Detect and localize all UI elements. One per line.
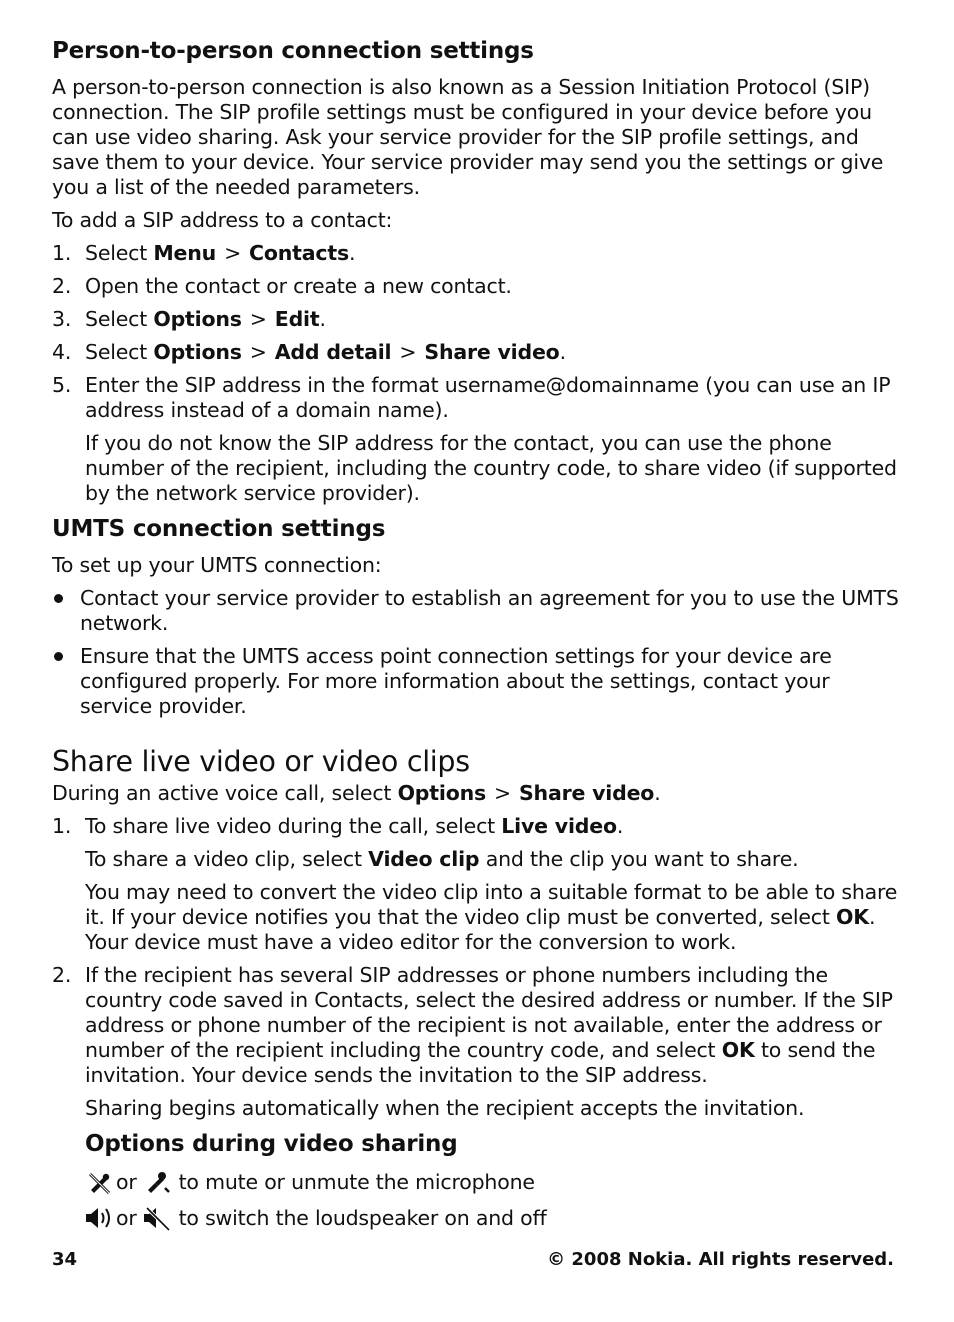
step-text bbox=[85, 880, 900, 955]
intro-text: During an active voice call, select bbox=[52, 781, 398, 805]
bullet-text: Ensure that the UMTS access point connection settings for your device are configured properly. For more information about the settings, contact your service provider. bbox=[80, 644, 832, 718]
step-text: Select bbox=[85, 307, 154, 331]
step-number: 2. bbox=[52, 274, 72, 298]
p2p-paragraph: A person-to-person connection is also known as a Session Initiation Protocol (SIP) connection. The SIP profile settings must be configured in your device before you can use video sharing. Ask your service provider for the SIP profile settings, and save them to your device. Your service provider may send you the settings or give you a list of the needed parameters. bbox=[52, 75, 884, 199]
menu-path-item: Options bbox=[153, 340, 242, 364]
path-separator: > bbox=[249, 340, 267, 364]
step-number: 3. bbox=[52, 307, 72, 331]
path-separator: > bbox=[399, 340, 417, 364]
page-footer bbox=[52, 1249, 894, 1270]
path-separator: > bbox=[224, 241, 242, 265]
step-text: Enter the SIP address in the format username@domainname (you can use an IP address instead of a domain name). bbox=[85, 373, 891, 422]
option-row-microphone bbox=[85, 1168, 900, 1196]
step-note: If you do not know the SIP address for the contact, you can use the phone number of the recipient, including the country code, to share video (if supported by the network service provider). bbox=[85, 431, 897, 505]
menu-path-item: Contacts bbox=[249, 241, 349, 265]
copyright-notice: © 2008 Nokia. All rights reserved. bbox=[547, 1249, 894, 1270]
list-item bbox=[52, 586, 900, 636]
loudspeaker-on-icon bbox=[85, 1204, 113, 1232]
list-item bbox=[52, 373, 900, 506]
sip-intro: To add a SIP address to a contact: bbox=[52, 208, 393, 232]
list-item bbox=[52, 963, 900, 1121]
step-text-part: to send the invitation. Your device sends the invitation to the SIP address. bbox=[85, 1038, 876, 1087]
microphone-icon bbox=[143, 1168, 171, 1196]
step-text-part: and the clip you want to share. bbox=[479, 847, 799, 871]
share-intro bbox=[52, 781, 900, 806]
bullet-icon bbox=[54, 594, 63, 603]
menu-path-item: Menu bbox=[153, 241, 217, 265]
or-text: or bbox=[116, 1169, 137, 1194]
bullet-icon bbox=[54, 652, 63, 661]
step-text-part: To share live video during the call, select bbox=[85, 814, 502, 838]
option-name: OK bbox=[721, 1038, 755, 1062]
intro-text: . bbox=[654, 781, 661, 805]
step-text: Sharing begins automatically when the recipient accepts the invitation. bbox=[85, 1096, 805, 1120]
step-text bbox=[85, 814, 900, 839]
step-text: Open the contact or create a new contact. bbox=[85, 274, 512, 298]
list-item bbox=[52, 241, 900, 266]
options-heading: Options during video sharing bbox=[85, 1131, 458, 1157]
option-description: to mute or unmute the microphone bbox=[178, 1169, 535, 1194]
share-steps-list bbox=[52, 814, 900, 1121]
step-text-part: To share a video clip, select bbox=[85, 847, 369, 871]
path-separator: > bbox=[249, 307, 267, 331]
section-heading-p2p: Person-to-person connection settings bbox=[52, 38, 534, 64]
bullet-text: Contact your service provider to establish an agreement for you to use the UMTS network. bbox=[80, 586, 899, 635]
loudspeaker-off-icon bbox=[143, 1204, 171, 1232]
microphone-muted-icon bbox=[85, 1168, 113, 1196]
path-separator: > bbox=[494, 781, 511, 805]
menu-path-item: Options bbox=[153, 307, 242, 331]
menu-path-item: Edit bbox=[274, 307, 320, 331]
step-text-part: You may need to convert the video clip into a suitable format to be able to share it. If your device notifies you that the video clip must be converted, select bbox=[85, 880, 898, 929]
step-text bbox=[85, 847, 900, 872]
menu-path-item: Add detail bbox=[274, 340, 392, 364]
list-item bbox=[52, 340, 900, 365]
step-number: 4. bbox=[52, 340, 72, 364]
step-number: 5. bbox=[52, 373, 72, 397]
menu-path-item: Options bbox=[397, 781, 486, 805]
step-text bbox=[85, 963, 900, 1088]
option-name: Live video bbox=[501, 814, 617, 838]
step-number: 1. bbox=[52, 814, 72, 838]
step-number: 2. bbox=[52, 963, 72, 987]
list-item bbox=[52, 644, 900, 719]
option-row-loudspeaker bbox=[85, 1204, 900, 1232]
step-text: . bbox=[319, 307, 326, 331]
or-text: or bbox=[116, 1205, 137, 1230]
step-number: 1. bbox=[52, 241, 72, 265]
page-number: 34 bbox=[52, 1249, 78, 1270]
menu-path-item: Share video bbox=[424, 340, 560, 364]
option-name: Video clip bbox=[368, 847, 480, 871]
umts-intro: To set up your UMTS connection: bbox=[52, 553, 382, 577]
step-text: Select bbox=[85, 340, 154, 364]
sip-steps-list bbox=[52, 241, 900, 506]
step-text: Select bbox=[85, 241, 154, 265]
step-text-part: . Your device must have a video editor for the conversion to work. bbox=[85, 905, 876, 954]
option-description: to switch the loudspeaker on and off bbox=[178, 1205, 547, 1230]
list-item bbox=[52, 274, 900, 299]
step-text: . bbox=[559, 340, 566, 364]
step-text-part: If the recipient has several SIP addresses or phone numbers including the country code saved in Contacts, select the desired address or number. If the SIP address or phone number of the recipient is not available, enter the address or number of the recipient including the country code, and select bbox=[85, 963, 893, 1062]
section-heading-umts: UMTS connection settings bbox=[52, 516, 386, 542]
list-item bbox=[52, 307, 900, 332]
option-name: OK bbox=[836, 905, 869, 929]
step-text: . bbox=[348, 241, 356, 265]
umts-bullet-list bbox=[52, 586, 900, 719]
section-heading-share: Share live video or video clips bbox=[52, 745, 470, 778]
list-item bbox=[52, 814, 900, 955]
page-content bbox=[52, 36, 900, 1240]
menu-path-item: Share video bbox=[518, 781, 655, 805]
step-text-part: . bbox=[616, 814, 624, 838]
